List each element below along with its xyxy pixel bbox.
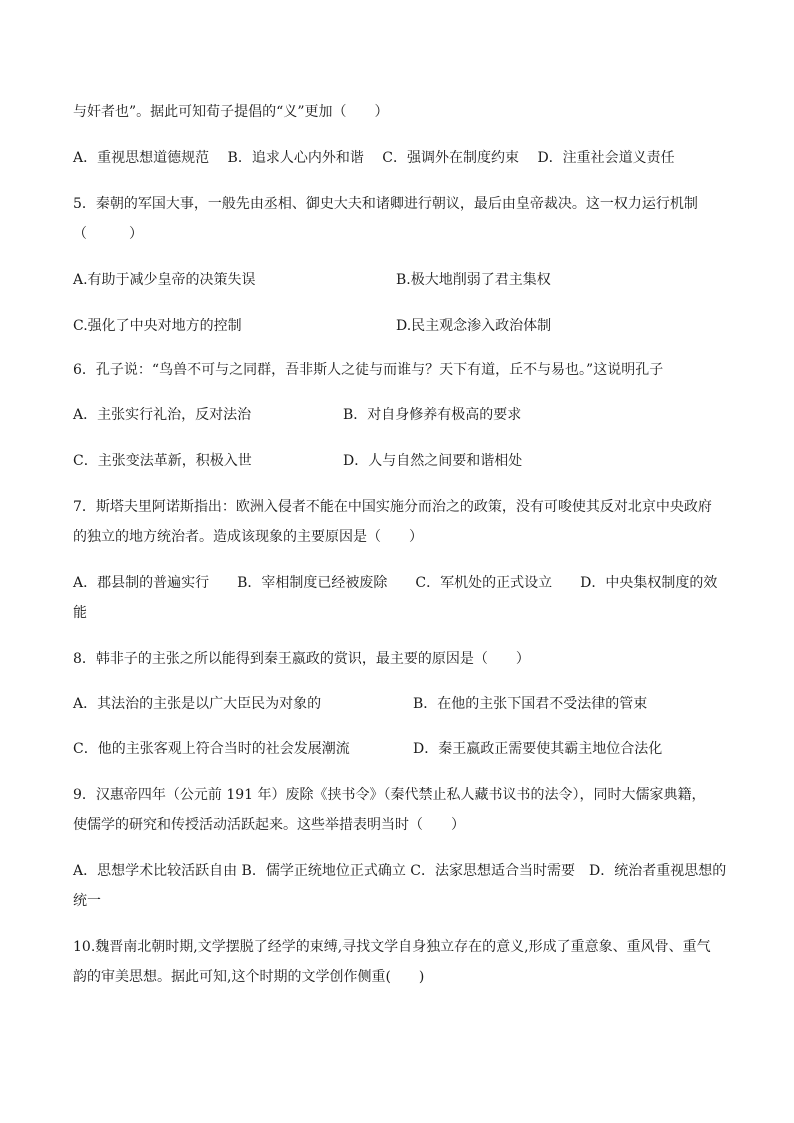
q8-option-a: A．其法治的主张是以广大臣民为对象的: [73, 696, 322, 712]
q5-option-b: B.极大地削弱了君主集权: [396, 272, 551, 288]
q10-stem-line1: 10.魏晋南北朝时期,文学摆脱了经学的束缚,寻找文学自身独立存在的意义,形成了重意象、重风骨、重气: [73, 939, 711, 955]
q9-options-line2: 统一: [73, 893, 101, 909]
q6-option-b: B．对自身修养有极高的要求: [343, 407, 522, 423]
q7-stem-line2: 的独立的地方统治者。造成该现象的主要原因是（ ）: [73, 529, 423, 545]
q6-option-a: A．主张实行礼治，反对法治: [73, 407, 252, 423]
q8-option-c: C．他的主张客观上符合当时的社会发展潮流: [73, 741, 350, 757]
q9-stem-line1: 9．汉惠帝四年（公元前 191 年）废除《挟书令》（秦代禁止私人藏书议书的法令），同时大儒家典籍，: [73, 787, 706, 803]
q5-option-d: D.民主观念渗入政治体制: [396, 318, 552, 334]
q9-stem-line2: 使儒学的研究和传授活动活跃起来。这些举措表明当时（ ）: [73, 817, 465, 833]
q6-option-d: D．人与自然之间要和谐相处: [343, 453, 523, 469]
q6-option-c: C．主张变法革新，积极入世: [73, 453, 252, 469]
q7-stem-line1: 7．斯塔夫里阿诺斯指出：欧洲入侵者不能在中国实施分而治之的政策，没有可唆使其反对北京中央政府: [73, 499, 712, 515]
q4-options: A．重视思想道德规范 B．追求人心内外和谐 C．强调外在制度约束 D．注重社会道义责任: [73, 150, 675, 166]
q6-stem: 6．孔子说：“鸟兽不可与之同群，吾非斯人之徒与而谁与？天下有道，丘不与易也。”这说明孔子: [73, 362, 664, 378]
q7-options-line1: A．郡县制的普遍实行 B．宰相制度已经被废除 C．军机处的正式设立 D．中央集权制度的效: [73, 575, 718, 591]
q5-option-c: C.强化了中央对地方的控制: [73, 318, 242, 334]
q9-options-line1: A．思想学术比较活跃自由 B．儒学正统地位正式确立 C．法家思想适合当时需要 D．统治者重视思想的: [73, 863, 727, 879]
q5-stem-line2: （ ）: [73, 226, 143, 242]
q10-stem-line2: 韵的审美思想。据此可知,这个时期的文学创作侧重( ): [73, 969, 425, 985]
q8-stem: 8．韩非子的主张之所以能得到秦王嬴政的赏识，最主要的原因是（ ）: [73, 651, 530, 667]
q7-options-line2: 能: [73, 605, 87, 621]
prev-question-tail: 与奸者也”。据此可知荀子提倡的“义”更加（ ）: [73, 104, 389, 120]
q5-stem-line1: 5．秦朝的军国大事，一般先由丞相、御史大夫和诸卿进行朝议，最后由皇帝裁决。这一权力运行机制: [73, 196, 698, 212]
q5-option-a: A.有助于减少皇帝的决策失误: [73, 272, 256, 288]
q8-option-d: D．秦王嬴政正需要使其霸主地位合法化: [413, 741, 663, 757]
q8-option-b: B．在他的主张下国君不受法律的管束: [413, 696, 648, 712]
